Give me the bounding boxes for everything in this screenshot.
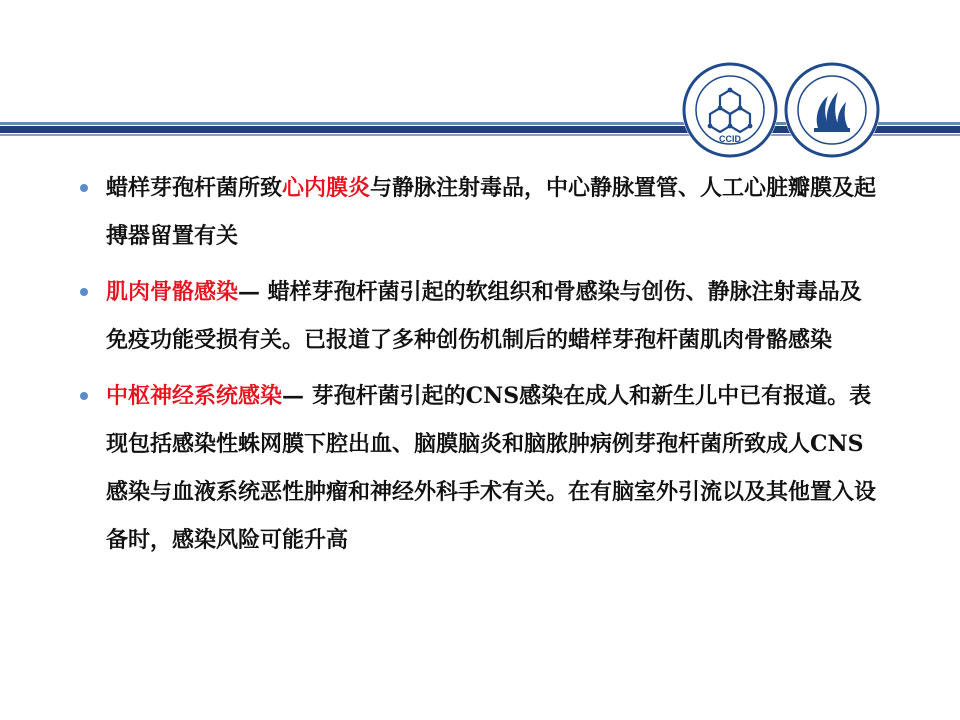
highlight-cns: 中枢神经系统感染 [106,383,283,409]
bullet-list [78,164,878,572]
bullet-dot [80,392,88,400]
bullet-text-pre: 蜡样芽孢杆菌所致 [106,175,283,201]
ccid-logo-text: CCID [719,134,741,144]
highlight-musculoskeletal: 肌肉骨骼感染 [106,279,239,305]
bullet-dot [80,184,88,192]
bullet-text-post: — 芽孢杆菌引起的CNS感染在成人和新生儿中已有报道。表现包括感染性蛛网膜下腔出血、脑膜脑炎和脑脓肿病例芽孢杆菌所致成人CNS感染与血液系统恶性肿瘤和神经外科手术有关。在有脑室外引流以及其他置入设备时，感染风险可能升高 [106,383,877,553]
bullet-item-endocarditis [78,164,878,260]
bullet-text-post: 与静脉注射毒品，中心静脉置管、人工心脏瓣膜及起搏器留置有关 [106,175,877,249]
highlight-endocarditis: 心内膜炎 [282,175,371,201]
bullet-dot [80,288,88,296]
bullet-text-post: — 蜡样芽孢杆菌引起的软组织和骨感染与创伤、静脉注射毒品及免疫功能受损有关。已报道了多种创伤机制后的蜡样芽孢杆菌肌肉骨骼感染 [106,279,862,353]
hospital-logo [784,62,880,158]
bullet-item-musculoskeletal [78,268,878,364]
bullet-item-cns [78,372,878,564]
ccid-logo [682,62,778,158]
